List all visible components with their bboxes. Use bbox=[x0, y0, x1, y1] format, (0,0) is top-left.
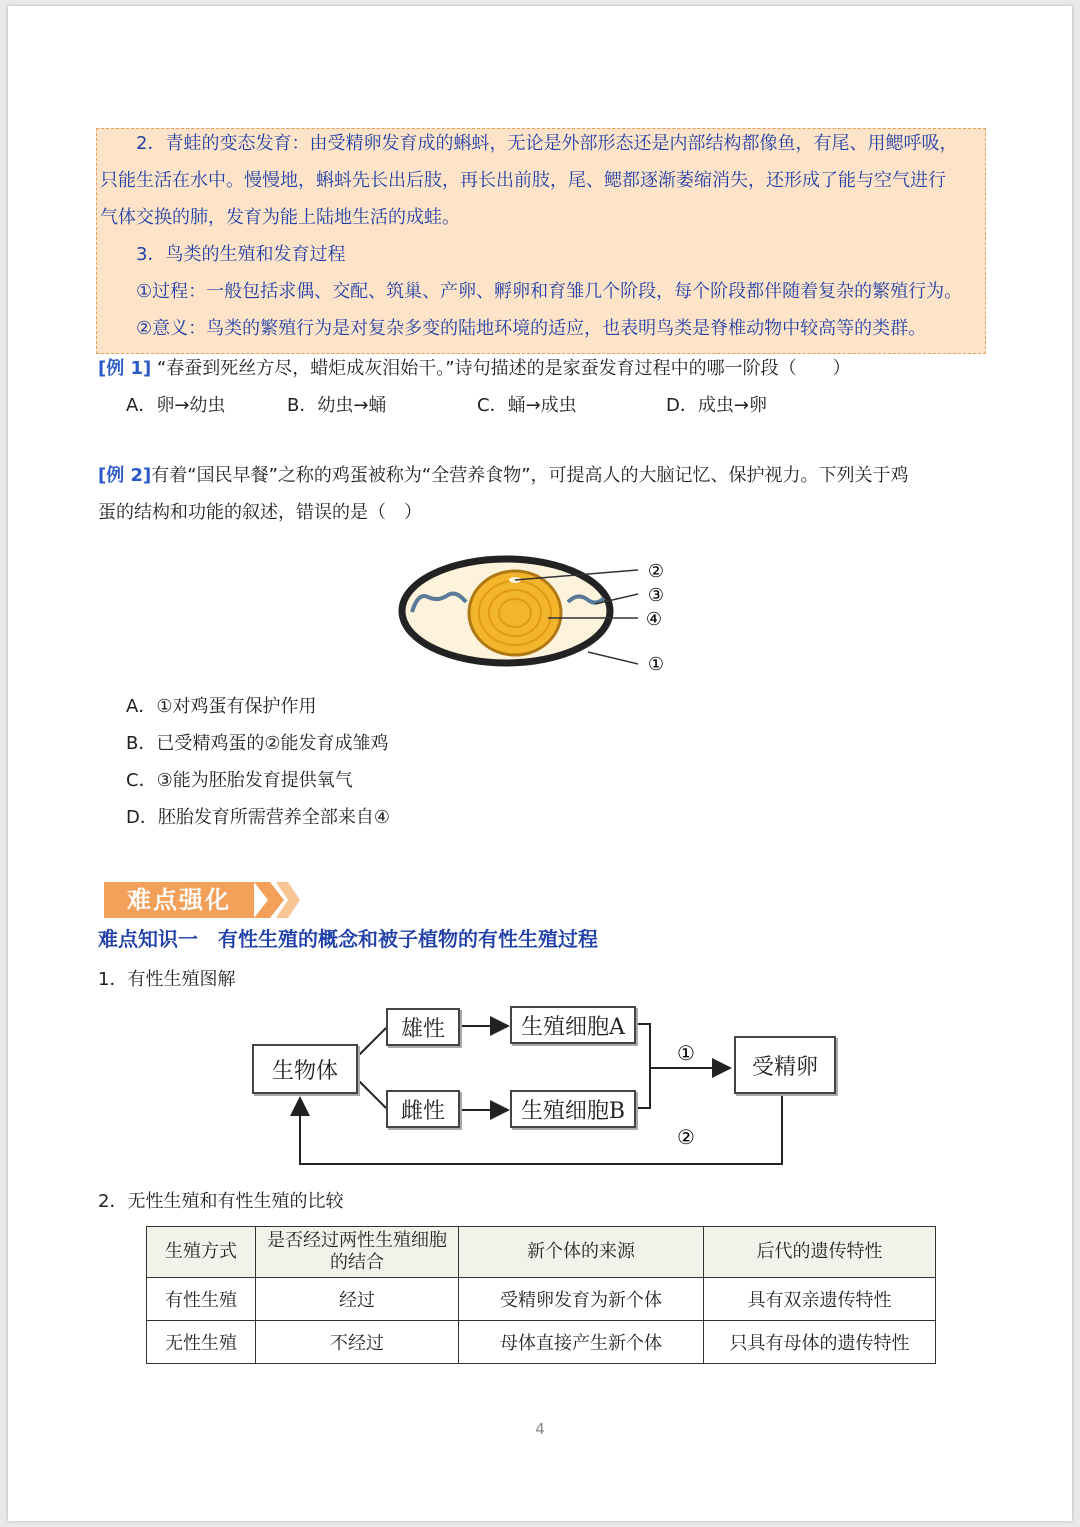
bird-heading: 3．鸟类的生殖和发育过程 bbox=[136, 244, 346, 265]
example2-option-a: A．①对鸡蛋有保护作用 bbox=[126, 696, 317, 717]
label-1: ① bbox=[647, 654, 665, 675]
example2-text-line2: 蛋的结构和功能的叙述，错误的是（ ） bbox=[98, 502, 422, 523]
organism-box: 生物体 bbox=[252, 1044, 358, 1094]
table-cell: 不经过 bbox=[256, 1321, 459, 1364]
example2-text-line1: 有着“国民早餐”之称的鸡蛋被称为“全营养食物”，可提高人的大脑记忆、保护视力。下列关于鸡 bbox=[151, 465, 909, 486]
male-box: 雄性 bbox=[386, 1008, 460, 1046]
female-box: 雌性 bbox=[386, 1090, 460, 1128]
table-header: 生殖方式 bbox=[147, 1227, 256, 1278]
label-3: ③ bbox=[647, 585, 665, 606]
section-banner: 难点强化 bbox=[104, 882, 254, 918]
example2-option-b: B．已受精鸡蛋的②能发育成雏鸡 bbox=[126, 733, 389, 754]
step2-label: ② bbox=[677, 1125, 695, 1149]
example2-question bbox=[98, 465, 909, 487]
table-cell: 具有双亲遗传特性 bbox=[704, 1278, 936, 1321]
frog-text-line1: 2．青蛙的变态发育：由受精卵发育成的蝌蚪，无论是外部形态还是内部结构都像鱼，有尾、用鳃呼吸， bbox=[136, 133, 958, 154]
table-cell: 经过 bbox=[256, 1278, 459, 1321]
section-title: 难点知识一 有性生殖的概念和被子植物的有性生殖过程 bbox=[98, 927, 598, 951]
table-header: 新个体的来源 bbox=[459, 1227, 704, 1278]
table-cell: 有性生殖 bbox=[147, 1278, 256, 1321]
label-4: ④ bbox=[645, 609, 663, 630]
egg-structure-figure bbox=[398, 552, 688, 684]
example1-option-b: B．幼虫→蛹 bbox=[287, 395, 387, 416]
example1-option-c: C．蛹→成虫 bbox=[477, 395, 577, 416]
page-number: 4 bbox=[535, 1420, 545, 1438]
table-header: 后代的遗传特性 bbox=[704, 1227, 936, 1278]
example1-text: “春蚕到死丝方尽，蜡炬成灰泪始干。”诗句描述的是家蚕发育过程中的哪一阶段（ ） bbox=[156, 358, 851, 379]
label-2: ② bbox=[647, 561, 665, 582]
example1-option-d: D．成虫→卵 bbox=[666, 395, 767, 416]
germ-cell-a-box: 生殖细胞A bbox=[510, 1006, 636, 1044]
bird-process: ①过程：一般包括求偶、交配、筑巢、产卵、孵卵和育雏几个阶段，每个阶段都伴随着复杂的繁殖行为。 bbox=[136, 281, 963, 302]
table-cell: 无性生殖 bbox=[147, 1321, 256, 1364]
item2-heading: 2．无性生殖和有性生殖的比较 bbox=[98, 1191, 344, 1212]
table-header: 是否经过两性生殖细胞的结合 bbox=[256, 1227, 459, 1278]
germ-cell-b-box: 生殖细胞B bbox=[510, 1090, 636, 1128]
table-cell: 母体直接产生新个体 bbox=[459, 1321, 704, 1364]
example2-option-d: D．胚胎发育所需营养全部来自④ bbox=[126, 807, 390, 828]
zygote-box: 受精卵 bbox=[734, 1036, 836, 1094]
example1-label: [例 1] bbox=[98, 358, 152, 379]
example2-option-c: C．③能为胚胎发育提供氧气 bbox=[126, 770, 353, 791]
step1-label: ① bbox=[677, 1041, 695, 1065]
frog-text-line2: 只能生活在水中。慢慢地，蝌蚪先长出后肢，再长出前肢，尾、鳃都逐渐萎缩消失，还形成了能与空气进行 bbox=[100, 170, 946, 191]
table-row bbox=[147, 1278, 936, 1321]
example2-label: [例 2] bbox=[98, 465, 152, 486]
table-header-row bbox=[147, 1227, 936, 1278]
example1-option-a: A．卵→幼虫 bbox=[126, 395, 226, 416]
frog-text-line3: 气体交换的肺，发育为能上陆地生活的成蛙。 bbox=[100, 207, 460, 228]
example1-question bbox=[98, 358, 851, 380]
table-cell: 受精卵发育为新个体 bbox=[459, 1278, 704, 1321]
bird-meaning: ②意义：鸟类的繁殖行为是对复杂多变的陆地环境的适应，也表明鸟类是脊椎动物中较高等的类群。 bbox=[136, 318, 927, 339]
table-cell: 只具有母体的遗传特性 bbox=[704, 1321, 936, 1364]
chevron-right-icon bbox=[250, 882, 302, 918]
yolk bbox=[469, 571, 561, 655]
comparison-table bbox=[146, 1226, 936, 1364]
table-row bbox=[147, 1321, 936, 1364]
item1-heading: 1．有性生殖图解 bbox=[98, 969, 236, 990]
